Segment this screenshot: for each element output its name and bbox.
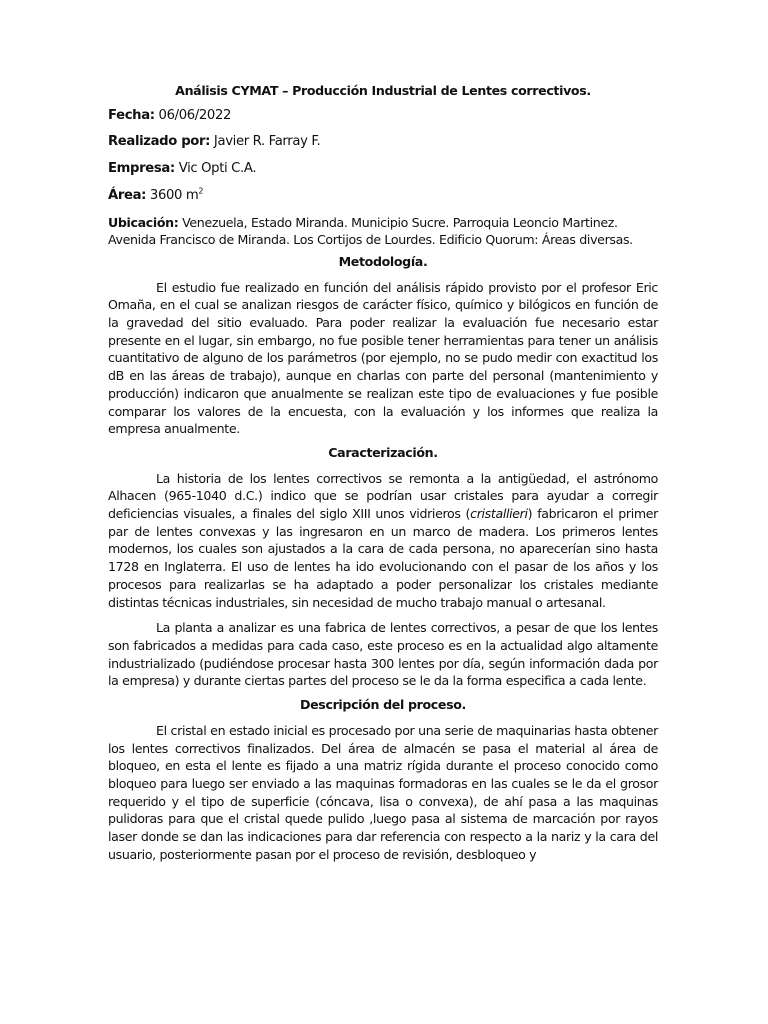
field-ubicacion: [108, 214, 658, 249]
heading-metodologia: Metodología.: [338, 253, 428, 269]
heading-caracterizacion: Caracterización.: [328, 444, 438, 460]
field-realizado-value: Javier R. Farray F.: [210, 134, 321, 150]
field-ubicacion-label: Ubicación:: [108, 214, 179, 230]
document-page: [108, 82, 658, 863]
field-empresa-value: Vic Opti C.A.: [174, 161, 257, 177]
paragraph-descripcion: El cristal en estado inicial es procesado por una serie de maquinarias hasta obtener los lentes correctivos finalizados. Del área de almacén se pasa el material al área de bloqueo, en esta el lente es fijado a una matriz rígida durante el proceso conocido como bloqueo para luego ser enviado a las maquinas formadoras en las cuales se le da el grosor requerido y el tipo de superficie (cóncava, lisa o convexa), de ahí pasa a las maquinas pulidoras para que el cristal quede pulido ,luego pasa al sistema de marcación por rayos laser donde se dan las indicaciones para dar referencia con respecto a la nariz y la cara del usuario, posteriormente pasan por el proceso de revisión, desbloqueo y: [108, 722, 658, 862]
paragraph-metodologia: El estudio fue realizado en función del análisis rápido provisto por el profesor Eric Omaña, en el cual se analizan riesgos de carácter físico, químico y bilógicos en función de la gravedad del sitio evaluado. Para poder realizar la evaluación fue necesario estar presente en el lugar, sin embargo, no fue posible tener herramientas para tener un análisis cuantitativo de alguno de los parámetros (por ejemplo, no se pudo medir con exactitud los dB en las áreas de trabajo), aunque en charlas con parte del personal (mantenimiento y producción) indicaron que anualmente se realizan este tipo de evaluaciones y fue posible comparar los valores de la encuesta, con la evaluación y los informes que realiza la empresa anualmente.: [108, 279, 658, 437]
field-empresa: [108, 160, 658, 178]
heading-descripcion: Descripción del proceso.: [300, 697, 466, 713]
field-realizado-label: Realizado por:: [108, 134, 211, 150]
field-area-value: 3600 m: [146, 187, 199, 203]
field-area: [108, 187, 658, 205]
field-realizado: [108, 133, 658, 151]
paragraph-caracterizacion-2: La planta a analizar es una fabrica de lentes correctivos, a pesar de que los lentes son fabricados a medidas para cada caso, este proceso es en la actualidad algo altamente industrializado (pudiéndose procesar hasta 300 lentes por día, según información dada por la empresa) y durante ciertas partes del proceso se le da la forma especifica a cada lente.: [108, 620, 658, 689]
field-empresa-label: Empresa:: [108, 161, 175, 177]
document-title: Análisis CYMAT – Producción Industrial de Lentes correctivos.: [175, 83, 591, 98]
paragraph-caracterizacion-1: [108, 470, 658, 612]
italic-term: cristallieri: [470, 506, 528, 522]
field-fecha: [108, 107, 658, 125]
paragraph-caracterizacion-1-start: La historia de los lentes correctivos se remonta a la antigüedad, el astrónomo Alhacen (965-1040 d.C.) indico que se podrían usar cristales para ayudar a corregir deficiencias visuales, a finales del siglo XIII unos vidrieros (: [108, 470, 658, 522]
paragraph-caracterizacion-1-end: ) fabricaron el primer par de lentes convexas y las ingresaron en un marco de madera. Los primeros lentes modernos, los cuales son ajustados a la cara de cada persona, no aparecerían sino hasta 1728 en Inglaterra. El uso de lentes ha ido evolucionando con el pasar de los años y los procesos para realizarlas se ha adaptado a poder personalizar los cristales mediante distintas técnicas industriales, sin necesidad de mucho trabajo manual o artesanal.: [108, 506, 658, 610]
field-area-exponent: 2: [198, 186, 204, 196]
field-area-label: Área:: [108, 187, 147, 203]
field-fecha-value: 06/06/2022: [154, 107, 232, 123]
field-fecha-label: Fecha:: [108, 107, 155, 123]
field-ubicacion-value: Venezuela, Estado Miranda. Municipio Sucre. Parroquia Leoncio Martinez. Avenida Francisco de Miranda. Los Cortijos de Lourdes. Edificio Quorum: Áreas diversas.: [108, 214, 633, 248]
